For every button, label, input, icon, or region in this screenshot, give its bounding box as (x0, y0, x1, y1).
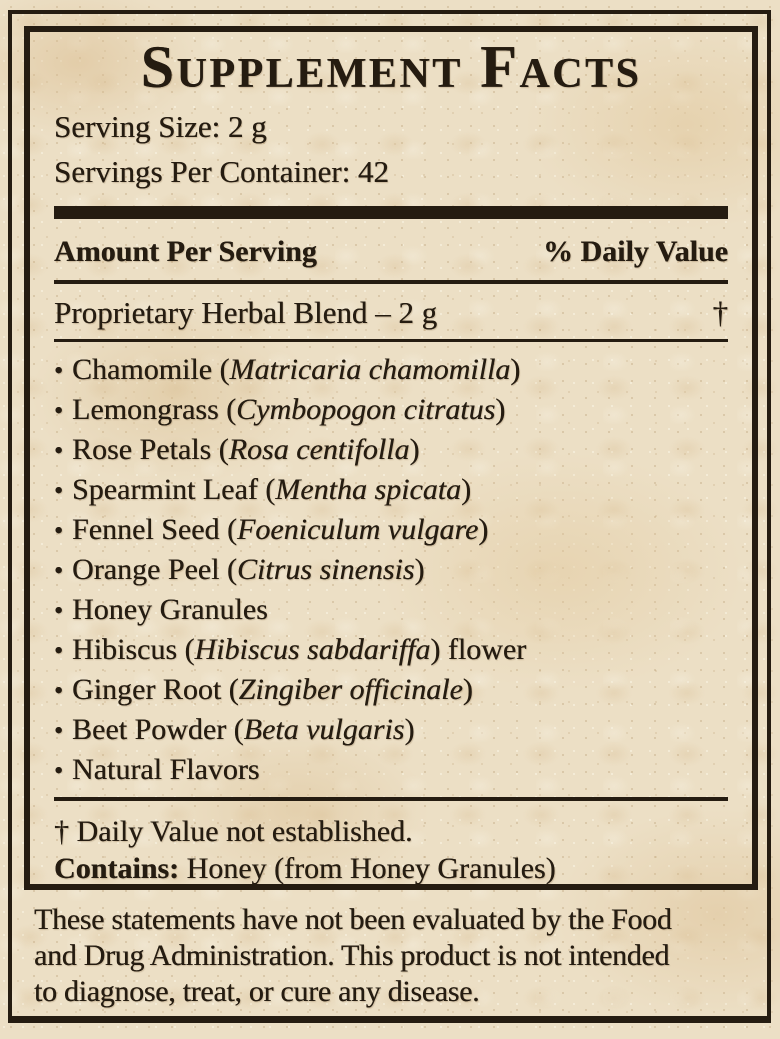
dagger-symbol: † (712, 295, 728, 330)
amount-per-serving-header: Amount Per Serving (54, 235, 317, 268)
bullet-icon: • (54, 716, 64, 745)
ingredient-name: Spearmint Leaf ( (72, 473, 276, 506)
bullet-icon: • (54, 396, 64, 425)
contains-label: Contains: (54, 852, 180, 885)
contains-value: Honey (from Honey Granules) (179, 852, 556, 885)
ingredient-name: Orange Peel ( (72, 553, 237, 586)
fda-disclaimer (34, 902, 747, 1010)
ingredient-item (54, 670, 728, 710)
bullet-icon: • (54, 516, 64, 545)
contains-line (54, 850, 728, 887)
ingredient-item (54, 630, 728, 670)
thick-divider-bar (54, 206, 728, 219)
ingredient-latin-name: Rosa centifolla (228, 433, 410, 466)
disclaimer-line: to diagnose, treat, or cure any disease. (34, 975, 480, 1008)
ingredient-suffix: ) (478, 513, 489, 546)
ingredient-latin-name: Cymbopogon citratus (236, 393, 496, 426)
ingredient-list (54, 350, 728, 790)
ingredient-name: Rose Petals ( (72, 433, 229, 466)
divider-rule (54, 339, 728, 342)
bullet-icon: • (54, 756, 64, 785)
bullet-icon: • (54, 436, 64, 465)
ingredient-name: Fennel Seed ( (72, 513, 237, 546)
ingredient-suffix: ) (462, 673, 473, 706)
ingredient-name: Natural Flavors (72, 753, 260, 786)
ingredient-latin-name: Matricaria chamomilla (229, 353, 511, 386)
ingredient-suffix: ) (409, 433, 420, 466)
ingredient-item (54, 470, 728, 510)
ingredient-latin-name: Foeniculum vulgare (236, 513, 479, 546)
ingredient-suffix: ) (461, 473, 472, 506)
ingredient-suffix: ) (510, 353, 521, 386)
servings-per-container-line: Servings Per Container: 42 (54, 154, 389, 189)
ingredient-suffix: ) (414, 553, 425, 586)
blend-name: Proprietary Herbal Blend – 2 g (54, 295, 438, 330)
ingredient-item (54, 590, 728, 630)
ingredient-latin-name: Mentha spicata (275, 473, 462, 506)
bullet-icon: • (54, 356, 64, 385)
supplement-facts-panel (24, 26, 758, 890)
ingredient-item (54, 750, 728, 790)
outer-border (8, 10, 771, 1023)
disclaimer-line: and Drug Administration. This product is not intended (34, 939, 670, 972)
ingredient-name: Chamomile ( (72, 353, 230, 386)
divider-rule (54, 797, 728, 801)
daily-value-header: % Daily Value (542, 235, 728, 268)
disclaimer-line: These statements have not been evaluated by the Food (34, 903, 672, 936)
ingredient-suffix: ) flower (430, 633, 527, 666)
ingredient-item (54, 350, 728, 390)
bullet-icon: • (54, 636, 64, 665)
ingredient-name: Ginger Root ( (72, 673, 239, 706)
column-header-row (54, 219, 728, 280)
bullet-icon: • (54, 596, 64, 625)
ingredient-item (54, 390, 728, 430)
ingredient-latin-name: Hibiscus sabdariffa (194, 633, 431, 666)
ingredient-latin-name: Beta vulgaris (243, 713, 405, 746)
ingredient-name: Honey Granules (72, 593, 268, 626)
bullet-icon: • (54, 476, 64, 505)
ingredient-suffix: ) (495, 393, 506, 426)
ingredient-latin-name: Citrus sinensis (236, 553, 415, 586)
serving-size-line: Serving Size: 2 g (54, 109, 267, 144)
daily-value-footnote: † Daily Value not established. (54, 815, 413, 848)
ingredient-name: Lemongrass ( (72, 393, 237, 426)
bullet-icon: • (54, 676, 64, 705)
ingredient-item (54, 510, 728, 550)
bullet-icon: • (54, 556, 64, 585)
ingredient-item (54, 550, 728, 590)
blend-row (54, 284, 728, 339)
ingredient-name: Hibiscus ( (72, 633, 195, 666)
ingredient-item (54, 430, 728, 470)
panel-title: Supplement Facts (140, 34, 642, 100)
ingredient-item (54, 710, 728, 750)
ingredient-suffix: ) (404, 713, 415, 746)
ingredient-latin-name: Zingiber officinale (238, 673, 463, 706)
ingredient-name: Beet Powder ( (72, 713, 244, 746)
